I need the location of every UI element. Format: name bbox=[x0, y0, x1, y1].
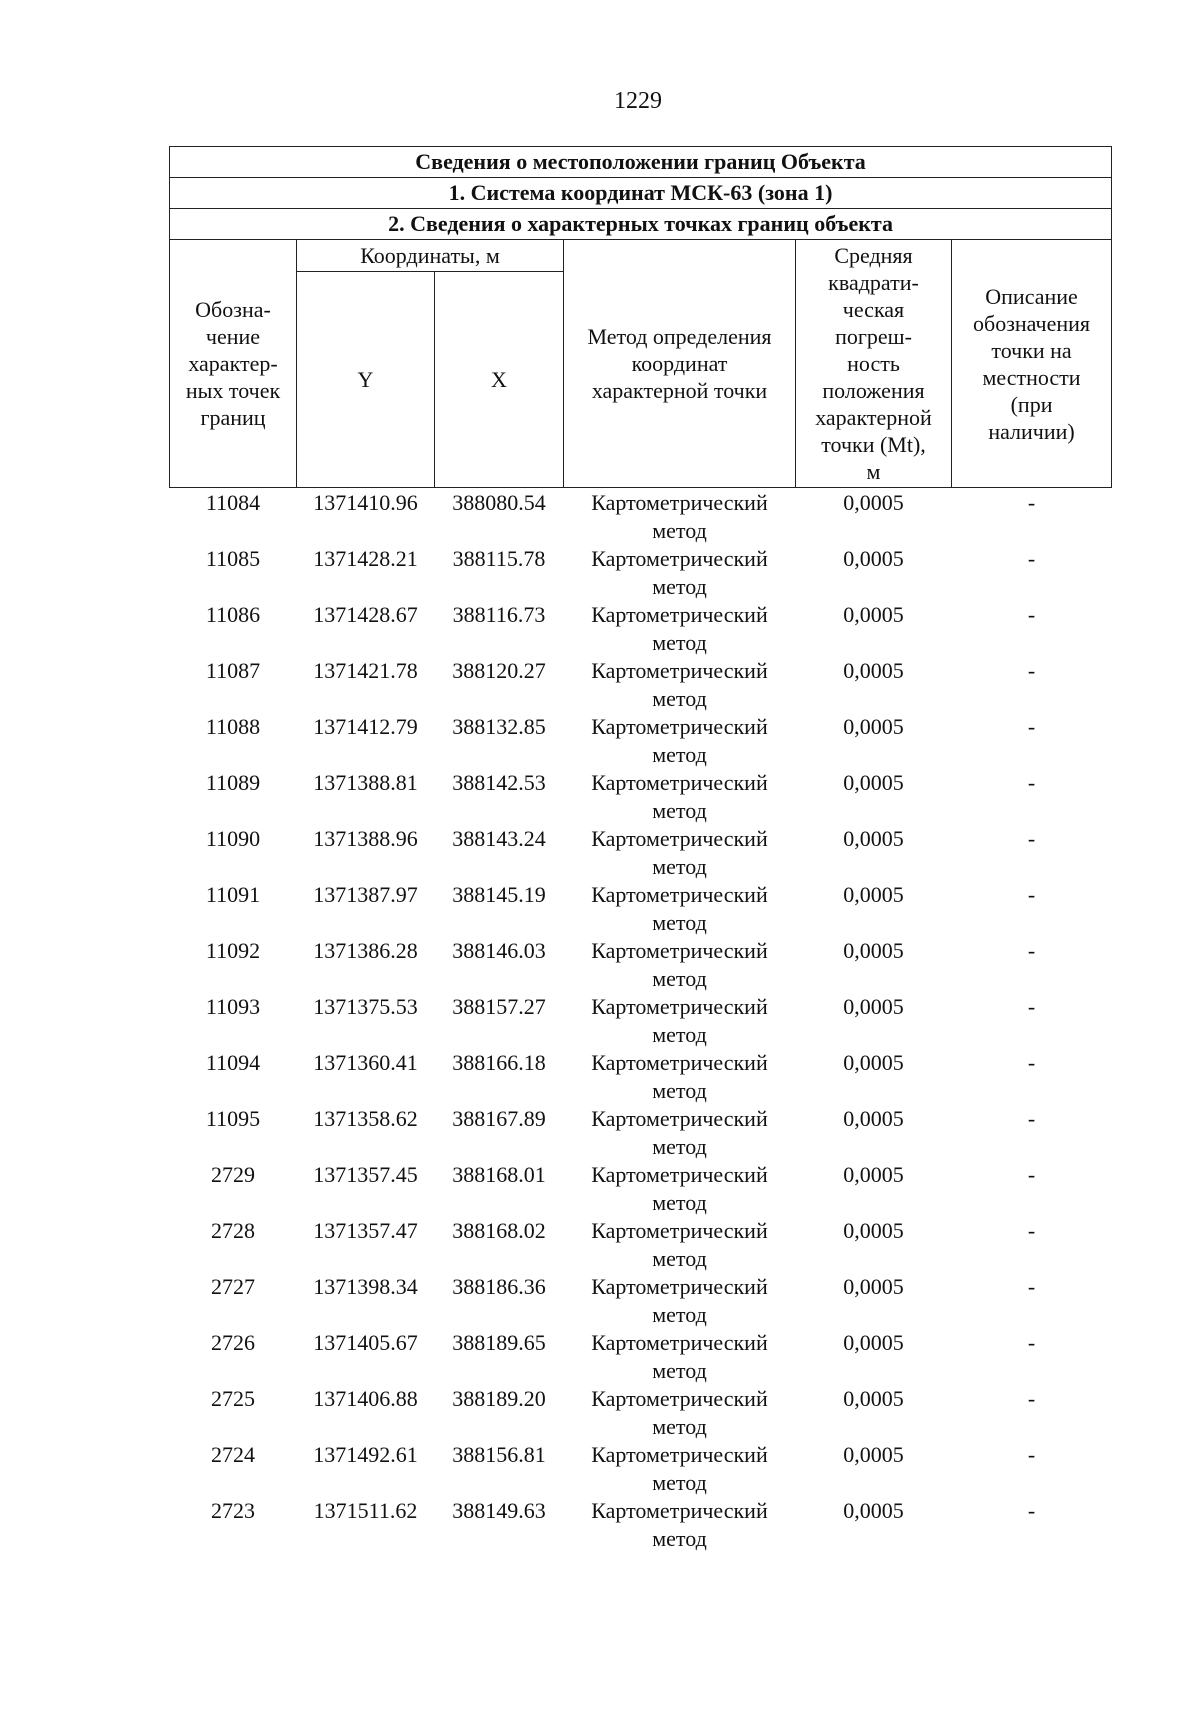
table-row bbox=[170, 1161, 1112, 1217]
table-title-row bbox=[170, 147, 1112, 178]
point-id-cell: 11094 bbox=[205, 1050, 261, 1075]
error-cell: 0,0005 bbox=[843, 1442, 904, 1467]
x-coordinate-cell: 388156.81 bbox=[452, 1442, 546, 1467]
description-cell: - bbox=[1027, 714, 1036, 739]
description-cell: - bbox=[1027, 1386, 1036, 1411]
description-cell: - bbox=[1027, 1330, 1036, 1355]
x-coordinate-cell: 388080.54 bbox=[452, 490, 546, 515]
error-header: Средняя квадрати- ческая погреш- ность положения характерной точки (Mt), м bbox=[796, 240, 952, 488]
x-coordinate-cell: 388116.73 bbox=[452, 602, 546, 627]
table-title: Сведения о местоположении границ Объекта bbox=[170, 147, 1112, 178]
method-cell: Картометрический метод bbox=[591, 1106, 768, 1159]
y-coordinate-cell: 1371410.96 bbox=[313, 490, 418, 515]
page-number: 1229 bbox=[614, 88, 662, 114]
method-cell: Картометрический метод bbox=[591, 714, 768, 767]
designation-header: Обозна- чение характер- ных точек границ bbox=[170, 240, 297, 488]
error-cell: 0,0005 bbox=[843, 1386, 904, 1411]
error-cell: 0,0005 bbox=[843, 714, 904, 739]
method-cell: Картометрический метод bbox=[591, 1330, 768, 1383]
x-coordinate-cell: 388132.85 bbox=[452, 714, 546, 739]
table-row bbox=[170, 1329, 1112, 1385]
x-coordinate-cell: 388120.27 bbox=[452, 658, 546, 683]
table-row bbox=[170, 993, 1112, 1049]
point-id-cell: 2726 bbox=[211, 1330, 255, 1355]
y-coordinate-cell: 1371406.88 bbox=[313, 1386, 418, 1411]
table-row bbox=[170, 1441, 1112, 1497]
error-cell: 0,0005 bbox=[843, 1498, 904, 1523]
x-coordinate-cell: 388186.36 bbox=[452, 1274, 546, 1299]
table-row bbox=[170, 488, 1112, 546]
point-id-cell: 11091 bbox=[205, 882, 261, 907]
error-cell: 0,0005 bbox=[843, 490, 904, 515]
table-row bbox=[170, 769, 1112, 825]
table-row bbox=[170, 1105, 1112, 1161]
column-header-row bbox=[170, 240, 1112, 272]
description-cell: - bbox=[1027, 602, 1036, 627]
error-cell: 0,0005 bbox=[843, 882, 904, 907]
y-coordinate-cell: 1371492.61 bbox=[313, 1442, 418, 1467]
method-cell: Картометрический метод bbox=[591, 490, 768, 543]
error-cell: 0,0005 bbox=[843, 546, 904, 571]
point-id-cell: 11090 bbox=[205, 826, 261, 851]
coordinate-system-row bbox=[170, 178, 1112, 209]
method-cell: Картометрический метод bbox=[591, 1050, 768, 1103]
x-coordinate-cell: 388143.24 bbox=[452, 826, 546, 851]
y-coordinate-cell: 1371386.28 bbox=[313, 938, 418, 963]
error-cell: 0,0005 bbox=[843, 602, 904, 627]
error-cell: 0,0005 bbox=[843, 994, 904, 1019]
x-coordinate-cell: 388167.89 bbox=[452, 1106, 546, 1131]
method-cell: Картометрический метод bbox=[591, 602, 768, 655]
method-cell: Картометрический метод bbox=[591, 938, 768, 991]
table-row bbox=[170, 601, 1112, 657]
method-cell: Картометрический метод bbox=[591, 882, 768, 935]
x-coordinate-cell: 388115.78 bbox=[452, 546, 546, 571]
coordinate-system-label: 1. Система координат МСК-63 (зона 1) bbox=[170, 178, 1112, 209]
point-id-cell: 11095 bbox=[205, 1106, 261, 1131]
error-cell: 0,0005 bbox=[843, 770, 904, 795]
y-coordinate-cell: 1371357.45 bbox=[313, 1162, 418, 1187]
point-id-cell: 11085 bbox=[205, 546, 261, 571]
description-cell: - bbox=[1027, 1498, 1036, 1523]
method-cell: Картометрический метод bbox=[591, 1498, 768, 1551]
table-row bbox=[170, 937, 1112, 993]
method-cell: Картометрический метод bbox=[591, 1442, 768, 1495]
y-coordinate-cell: 1371428.67 bbox=[313, 602, 418, 627]
y-coordinate-cell: 1371421.78 bbox=[313, 658, 418, 683]
y-coordinate-cell: 1371398.34 bbox=[313, 1274, 418, 1299]
point-id-cell: 11088 bbox=[205, 714, 261, 739]
point-id-cell: 11084 bbox=[205, 490, 261, 515]
y-coordinate-cell: 1371375.53 bbox=[313, 994, 418, 1019]
y-header: Y bbox=[297, 272, 435, 488]
description-cell: - bbox=[1027, 490, 1036, 515]
x-coordinate-cell: 388189.65 bbox=[452, 1330, 546, 1355]
description-cell: - bbox=[1027, 1274, 1036, 1299]
description-cell: - bbox=[1027, 658, 1036, 683]
table-row bbox=[170, 825, 1112, 881]
description-cell: - bbox=[1027, 770, 1036, 795]
error-cell: 0,0005 bbox=[843, 1106, 904, 1131]
description-cell: - bbox=[1027, 938, 1036, 963]
x-coordinate-cell: 388166.18 bbox=[452, 1050, 546, 1075]
x-coordinate-cell: 388168.02 bbox=[452, 1218, 546, 1243]
y-coordinate-cell: 1371388.81 bbox=[313, 770, 418, 795]
section-row bbox=[170, 209, 1112, 240]
y-coordinate-cell: 1371388.96 bbox=[313, 826, 418, 851]
error-cell: 0,0005 bbox=[843, 658, 904, 683]
point-id-cell: 2728 bbox=[211, 1218, 255, 1243]
point-id-cell: 2723 bbox=[211, 1498, 255, 1523]
description-cell: - bbox=[1027, 1218, 1036, 1243]
boundary-points-table bbox=[169, 146, 1112, 1553]
y-coordinate-cell: 1371360.41 bbox=[313, 1050, 418, 1075]
description-cell: - bbox=[1027, 826, 1036, 851]
y-coordinate-cell: 1371511.62 bbox=[313, 1498, 418, 1523]
description-cell: - bbox=[1027, 1162, 1036, 1187]
method-cell: Картометрический метод bbox=[591, 1274, 768, 1327]
point-id-cell: 11089 bbox=[205, 770, 261, 795]
error-cell: 0,0005 bbox=[843, 826, 904, 851]
description-cell: - bbox=[1027, 546, 1036, 571]
method-cell: Картометрический метод bbox=[591, 826, 768, 879]
y-coordinate-cell: 1371405.67 bbox=[313, 1330, 418, 1355]
error-cell: 0,0005 bbox=[843, 1162, 904, 1187]
table-row bbox=[170, 657, 1112, 713]
x-coordinate-cell: 388149.63 bbox=[452, 1498, 546, 1523]
point-id-cell: 2727 bbox=[211, 1274, 255, 1299]
error-cell: 0,0005 bbox=[843, 1218, 904, 1243]
error-cell: 0,0005 bbox=[843, 938, 904, 963]
table-row bbox=[170, 881, 1112, 937]
y-coordinate-cell: 1371387.97 bbox=[313, 882, 418, 907]
description-cell: - bbox=[1027, 882, 1036, 907]
x-coordinate-cell: 388189.20 bbox=[452, 1386, 546, 1411]
error-cell: 0,0005 bbox=[843, 1274, 904, 1299]
method-cell: Картометрический метод bbox=[591, 1162, 768, 1215]
table-body bbox=[170, 488, 1112, 1554]
table-header bbox=[170, 147, 1112, 488]
table-row bbox=[170, 713, 1112, 769]
description-cell: - bbox=[1027, 994, 1036, 1019]
x-coordinate-cell: 388157.27 bbox=[452, 994, 546, 1019]
error-cell: 0,0005 bbox=[843, 1050, 904, 1075]
description-cell: - bbox=[1027, 1106, 1036, 1131]
description-cell: - bbox=[1027, 1442, 1036, 1467]
method-cell: Картометрический метод bbox=[591, 770, 768, 823]
point-id-cell: 11092 bbox=[205, 938, 261, 963]
x-coordinate-cell: 388142.53 bbox=[452, 770, 546, 795]
table-row bbox=[170, 1273, 1112, 1329]
method-cell: Картометрический метод bbox=[591, 994, 768, 1047]
x-coordinate-cell: 388145.19 bbox=[452, 882, 546, 907]
table-row bbox=[170, 1497, 1112, 1553]
method-cell: Картометрический метод bbox=[591, 546, 768, 599]
y-coordinate-cell: 1371357.47 bbox=[313, 1218, 418, 1243]
method-cell: Картометрический метод bbox=[591, 1386, 768, 1439]
y-coordinate-cell: 1371358.62 bbox=[313, 1106, 418, 1131]
point-id-cell: 11093 bbox=[205, 994, 261, 1019]
description-header: Описание обозначения точки на местности (при наличии) bbox=[952, 240, 1112, 488]
x-coordinate-cell: 388146.03 bbox=[452, 938, 546, 963]
x-coordinate-cell: 388168.01 bbox=[452, 1162, 546, 1187]
method-header: Метод определения координат характерной точки bbox=[564, 240, 796, 488]
point-id-cell: 2724 bbox=[211, 1442, 255, 1467]
y-coordinate-cell: 1371412.79 bbox=[313, 714, 418, 739]
table-row bbox=[170, 1217, 1112, 1273]
y-coordinate-cell: 1371428.21 bbox=[313, 546, 418, 571]
point-id-cell: 2725 bbox=[211, 1386, 255, 1411]
method-cell: Картометрический метод bbox=[591, 658, 768, 711]
description-cell: - bbox=[1027, 1050, 1036, 1075]
error-cell: 0,0005 bbox=[843, 1330, 904, 1355]
point-id-cell: 11086 bbox=[205, 602, 261, 627]
point-id-cell: 11087 bbox=[205, 658, 261, 683]
table-row bbox=[170, 1049, 1112, 1105]
section-label: 2. Сведения о характерных точках границ объекта bbox=[170, 209, 1112, 240]
method-cell: Картометрический метод bbox=[591, 1218, 768, 1271]
table-row bbox=[170, 545, 1112, 601]
table-row bbox=[170, 1385, 1112, 1441]
point-id-cell: 2729 bbox=[211, 1162, 255, 1187]
coordinates-header: Координаты, м bbox=[297, 240, 564, 272]
x-header: X bbox=[435, 272, 564, 488]
